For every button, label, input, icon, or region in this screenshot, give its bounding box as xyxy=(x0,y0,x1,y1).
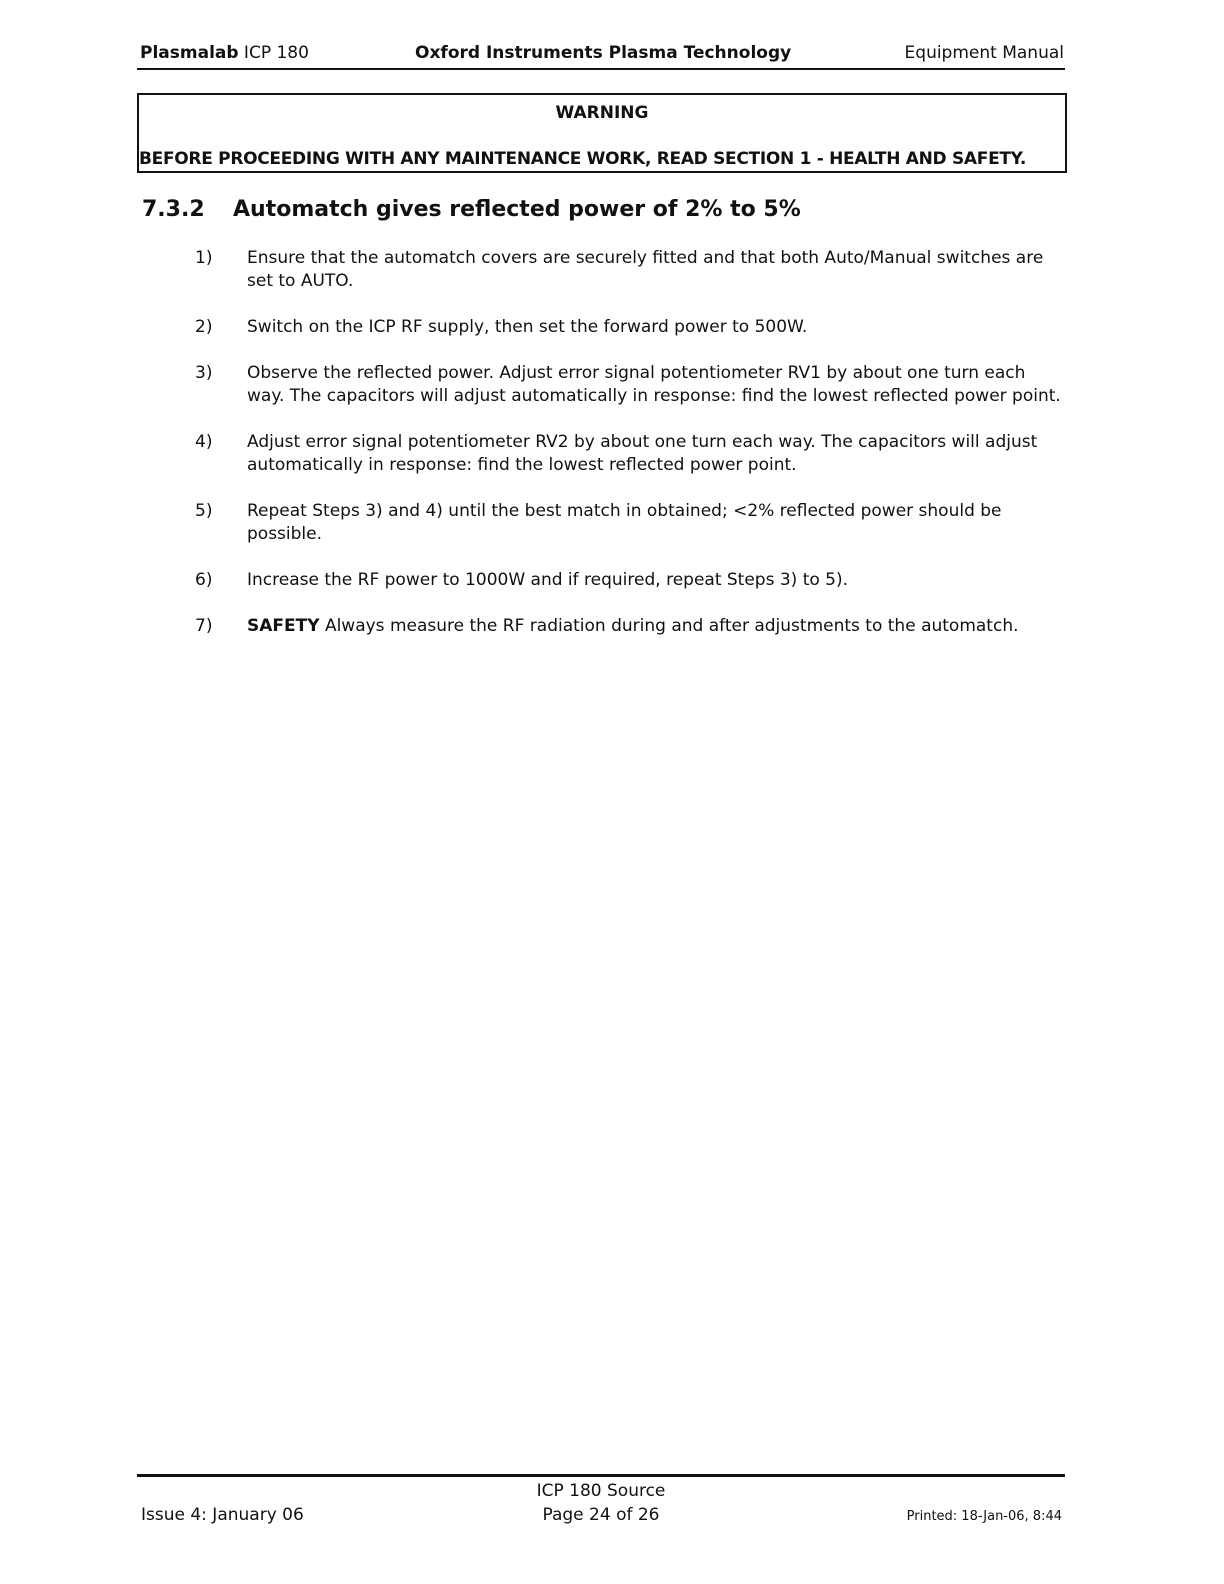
warning-title: WARNING xyxy=(555,103,649,123)
section-number: 7.3.2 xyxy=(142,197,205,222)
list-item xyxy=(190,247,1065,293)
steps-list xyxy=(190,247,1065,661)
list-item xyxy=(190,500,1065,546)
step-number: 5) xyxy=(195,501,213,521)
step-number: 3) xyxy=(195,363,213,383)
footer-rule xyxy=(137,1474,1065,1477)
warning-message: BEFORE PROCEEDING WITH ANY MAINTENANCE WORK, READ SECTION 1 - HEALTH AND SAFETY. xyxy=(139,149,1027,169)
step-number: 6) xyxy=(195,570,213,590)
step-text: Always measure the RF radiation during and after adjustments to the automatch. xyxy=(319,616,1019,636)
step-number: 2) xyxy=(195,317,213,337)
footer-issue: Issue 4: January 06 xyxy=(141,1505,304,1525)
step-number: 4) xyxy=(195,432,213,452)
list-item xyxy=(190,316,1065,339)
step-text: Observe the reflected power. Adjust error signal potentiometer RV1 by about one turn each way. The capacitors will adjust automatically in response: find the lowest reflected power point. xyxy=(247,363,1061,406)
page-header xyxy=(140,43,1064,67)
step-number: 1) xyxy=(195,248,213,268)
safety-label: SAFETY xyxy=(247,616,320,636)
header-rule xyxy=(137,68,1065,70)
footer-page: Page 24 of 26 xyxy=(542,1505,660,1525)
step-text: Repeat Steps 3) and 4) until the best match in obtained; <2% reflected power should be possible. xyxy=(247,501,1002,544)
footer-chapter: ICP 180 Source xyxy=(536,1481,666,1501)
list-item xyxy=(190,362,1065,408)
step-text: Switch on the ICP RF supply, then set the forward power to 500W. xyxy=(247,317,808,337)
warning-box xyxy=(137,93,1067,173)
list-item xyxy=(190,569,1065,592)
step-number: 7) xyxy=(195,616,213,636)
header-product xyxy=(140,43,309,63)
product-name: Plasmalab xyxy=(140,43,239,63)
product-model: ICP 180 xyxy=(238,43,309,63)
header-company: Oxford Instruments Plasma Technology xyxy=(415,43,792,63)
footer-printed: Printed: 18-Jan-06, 8:44 xyxy=(906,1509,1062,1524)
list-item xyxy=(190,615,1065,638)
step-text: Ensure that the automatch covers are securely fitted and that both Auto/Manual switches are set to AUTO. xyxy=(247,248,1044,291)
section-title: Automatch gives reflected power of 2% to 5% xyxy=(233,197,801,222)
step-text: Increase the RF power to 1000W and if required, repeat Steps 3) to 5). xyxy=(247,570,849,590)
list-item xyxy=(190,431,1065,477)
header-doc-type: Equipment Manual xyxy=(904,43,1064,63)
step-text: Adjust error signal potentiometer RV2 by about one turn each way. The capacitors will adjust automatically in response: find the lowest reflected power point. xyxy=(247,432,1038,475)
